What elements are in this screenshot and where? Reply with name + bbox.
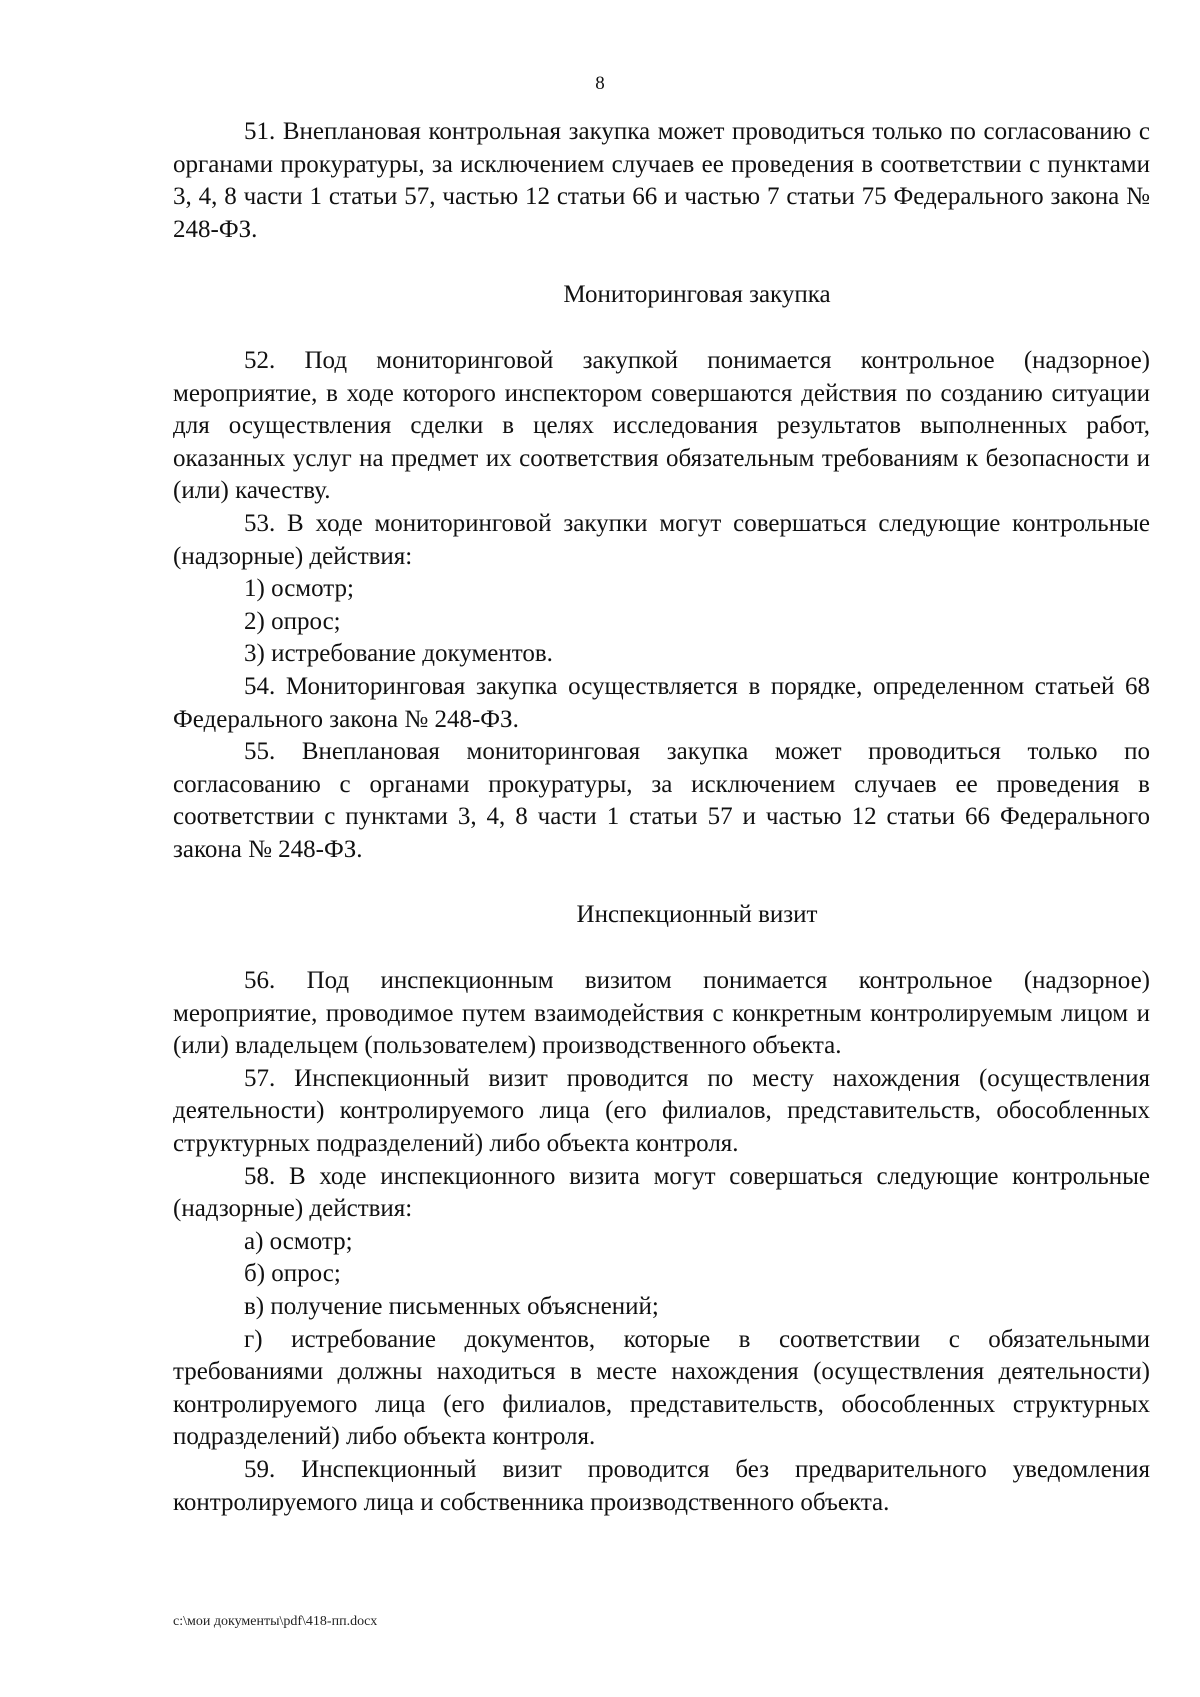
list-item-53-3: 3) истребование документов. xyxy=(244,640,553,668)
paragraph-55: 55. Внеплановая мониторинговая закупка может проводиться только по согласованию с органами прокуратуры, за исключением случаев ее проведения в соответствии с пунктами 3, 4, 8 части 1 статьи 57 и частью 12 статьи 66 Федерального закона № 248-ФЗ. xyxy=(173,738,1150,863)
list-item-58-a: а) осмотр; xyxy=(244,1227,353,1255)
list-item-53-2: 2) опрос; xyxy=(244,607,341,635)
paragraph-51: 51. Внеплановая контрольная закупка может проводиться только по согласованию с органами прокуратуры, за исключением случаев ее проведения в соответствии с пунктами 3, 4, 8 части 1 статьи 57, частью 12 статьи 66 и частью 7 статьи 75 Федерального закона № 248-ФЗ. xyxy=(173,118,1150,243)
list-item-58-b: б) опрос; xyxy=(244,1260,341,1288)
paragraph-57: 57. Инспекционный визит проводится по месту нахождения (осуществления деятельности) контролируемого лица (его филиалов, представительств, обособленных структурных подразделений) либо объекта контроля. xyxy=(173,1064,1150,1158)
footer-file-path: c:\мои документы\pdf\418-пп.docx xyxy=(173,1614,378,1629)
paragraph-52: 52. Под мониторинговой закупкой понимается контрольное (надзорное) мероприятие, в ходе которого инспектором совершаются действия по созданию ситуации для осуществления сделки в целях исследования результатов выполненных работ, оказанных услуг на предмет их соответствия обязательным требованиям к безопасности и (или) качеству. xyxy=(173,346,1150,505)
paragraph-58-g: г) истребование документов, которые в соответствии с обязательными требованиями должны находиться в месте нахождения (осуществления деятельности) контролируемого лица (его филиалов, представительств, обособленных структурных подразделений) либо объекта контроля. xyxy=(173,1325,1150,1451)
paragraph-54: 54. Мониторинговая закупка осуществляется в порядке, определенном статьей 68 Федерального закона № 248-ФЗ. xyxy=(173,672,1150,733)
section-heading-inspection-visit: Инспекционный визит xyxy=(576,901,818,929)
document-body xyxy=(173,116,1150,1519)
list-item-58-v: в) получение письменных объяснений; xyxy=(244,1293,659,1320)
list-item-53-1: 1) осмотр; xyxy=(244,575,354,603)
paragraph-56: 56. Под инспекционным визитом понимается контрольное (надзорное) мероприятие, проводимое путем взаимодействия с конкретным контролируемым лицом и (или) владельцем (пользователем) производственного объекта. xyxy=(173,967,1150,1060)
page-number: 8 xyxy=(595,73,605,94)
paragraph-58: 58. В ходе инспекционного визита могут совершаться следующие контрольные (надзорные) действия: xyxy=(173,1162,1150,1223)
paragraph-53: 53. В ходе мониторинговой закупки могут совершаться следующие контрольные (надзорные) действия: xyxy=(173,509,1150,570)
paragraph-59: 59. Инспекционный визит проводится без предварительного уведомления контролируемого лица и собственника производственного объекта. xyxy=(173,1455,1150,1516)
section-heading-monitoring-purchase: Мониторинговая закупка xyxy=(563,281,831,309)
